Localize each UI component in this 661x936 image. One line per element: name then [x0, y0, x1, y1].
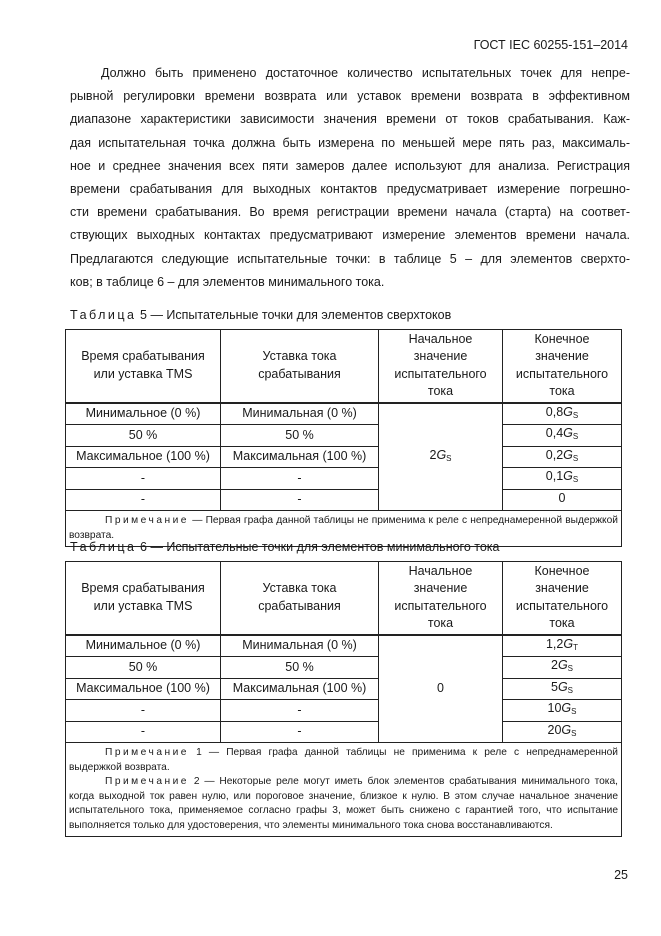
table-row [66, 425, 622, 447]
table5-caption [70, 308, 451, 322]
table-cell: - [66, 489, 221, 511]
table-row [66, 403, 622, 425]
table-cell: Максимальная (100 %) [221, 678, 379, 700]
table6-header-cell: Начальное значение испытательного тока [379, 562, 503, 635]
table5-header-cell: Начальное значение испытательного тока [379, 330, 503, 403]
table-row [66, 635, 622, 657]
note-prefix: Примечание [105, 776, 189, 787]
table-cell: $0,2G_S$ [503, 446, 622, 468]
table-row [66, 721, 622, 743]
table5-header-cell: Уставка тока срабатывания [221, 330, 379, 403]
page-number: 25 [614, 868, 628, 882]
start-value-number: 2 [429, 447, 437, 462]
paragraph-line: ков; в таблице 6 – для элементов минимального тока. [70, 274, 385, 289]
table-cell: - [221, 700, 379, 722]
paragraph-line: ное и среднее значения всех пяти замеров далее используют для анализа. Регистрация [70, 158, 630, 173]
table5-start-value-cell [379, 403, 503, 511]
table-cell: $5G_S$ [503, 678, 622, 700]
note-text: — Первая графа данной таблицы не применима к реле с непреднамеренной выдержкой возврата. [69, 515, 618, 541]
note-prefix: Примечание [105, 747, 189, 758]
table6-header-cell: Время срабатывания или уставка TMS [66, 562, 221, 635]
table-row [66, 678, 622, 700]
paragraph-line: сти времени срабатывания. Во время регистрации времени начала (старта) на соответ- [70, 205, 630, 220]
table6-notes [66, 743, 622, 837]
table-cell: - [221, 721, 379, 743]
table6-caption-prefix: Таблица [70, 540, 137, 554]
note-text: 1 — Первая графа данной таблицы не применима к реле с непреднамеренной выдержкой возврата. [69, 747, 618, 773]
paragraph-line: ствующих выходных контактах предусматривают измерение элементов времени начала. [70, 228, 630, 243]
table6-note-2 [69, 775, 618, 833]
paragraph-line: рывной регулировки времени возврата или уставок времени возврата в эффективном [70, 89, 630, 104]
table6-note-1 [69, 746, 618, 775]
note-prefix: Примечание [105, 515, 189, 526]
paragraph-line: дая испытательная точка должна быть измерена по меньшей мере пять раз, максималь- [70, 135, 630, 150]
table6 [65, 561, 622, 837]
table6-note-row [66, 743, 622, 837]
table5-caption-number: 5 [140, 308, 147, 322]
table5-header-cell: Конечное значение испытательного тока [503, 330, 622, 403]
table-cell: $1,2G_T$ [503, 635, 622, 657]
table-row [66, 468, 622, 490]
table-cell: - [221, 489, 379, 511]
table-cell: - [66, 721, 221, 743]
start-value-subscript: S [446, 453, 452, 463]
table-cell: 50 % [221, 425, 379, 447]
table-cell: Минимальное (0 %) [66, 635, 221, 657]
table-row [66, 700, 622, 722]
table6-header-cell: Уставка тока срабатывания [221, 562, 379, 635]
table6-caption [70, 540, 500, 554]
table5-header-cell: Время срабатывания или уставка TMS [66, 330, 221, 403]
paragraph-line: диапазоне характеристики зависимости значения времени от токов срабатывания. Каж- [70, 112, 630, 127]
table6-caption-number: 6 [140, 540, 147, 554]
table-cell: Минимальное (0 %) [66, 403, 221, 425]
table6-header-cell: Конечное значение испытательного тока [503, 562, 622, 635]
table5-caption-text: — Испытательные точки для элементов сверхтоков [150, 308, 452, 322]
table-cell: - [221, 468, 379, 490]
note-text: 2 — Некоторые реле могут иметь блок элементов срабатывания минимального тока, когда выходной ток равен нулю, или пороговое значение, близкое к нулю. В этом случае начальное значение испытательного тока, применяемое согласно графы 3, может быть снижено с гарантией того, что испытание выполняется только для удостоверения, что элементы минимального тока снова восстанавливаются. [69, 776, 618, 831]
table-cell: Максимальное (100 %) [66, 678, 221, 700]
document-standard-header: ГОСТ IEC 60255-151–2014 [473, 38, 628, 52]
table-cell: - [66, 468, 221, 490]
table-cell: Минимальная (0 %) [221, 635, 379, 657]
body-paragraph [70, 62, 630, 294]
table-cell: 50 % [66, 425, 221, 447]
table5 [65, 329, 622, 547]
table-cell: Максимальная (100 %) [221, 446, 379, 468]
table-cell: - [66, 700, 221, 722]
table-row [66, 489, 622, 511]
paragraph-line: Должно быть применено достаточное количество испытательных точек для непре- [101, 66, 630, 80]
paragraph-line: Предлагаются следующие испытательные точки: в таблице 5 – для элементов сверхто- [70, 251, 630, 266]
table-cell: 0 [503, 489, 622, 511]
table6-caption-text: — Испытательные точки для элементов минимального тока [150, 540, 500, 554]
table-cell: 50 % [66, 657, 221, 679]
table6-header-row [66, 562, 622, 635]
table-cell: $0,4G_S$ [503, 425, 622, 447]
table-cell: Минимальная (0 %) [221, 403, 379, 425]
table6-start-value-cell: 0 [379, 635, 503, 743]
table-cell: $2G_S$ [503, 657, 622, 679]
table-row [66, 657, 622, 679]
table-cell: 50 % [221, 657, 379, 679]
table-cell: Максимальное (100 %) [66, 446, 221, 468]
table-cell: $20G_S$ [503, 721, 622, 743]
paragraph-line: времени срабатывания для выходных контактов предусматривает измерение погрешно- [70, 182, 630, 197]
table-row [66, 446, 622, 468]
start-value-symbol: G [436, 447, 447, 462]
table5-caption-prefix: Таблица [70, 308, 137, 322]
table-cell: $10G_S$ [503, 700, 622, 722]
table-cell: $0,1G_S$ [503, 468, 622, 490]
table5-header-row [66, 330, 622, 403]
table-cell: $0,8G_S$ [503, 403, 622, 425]
